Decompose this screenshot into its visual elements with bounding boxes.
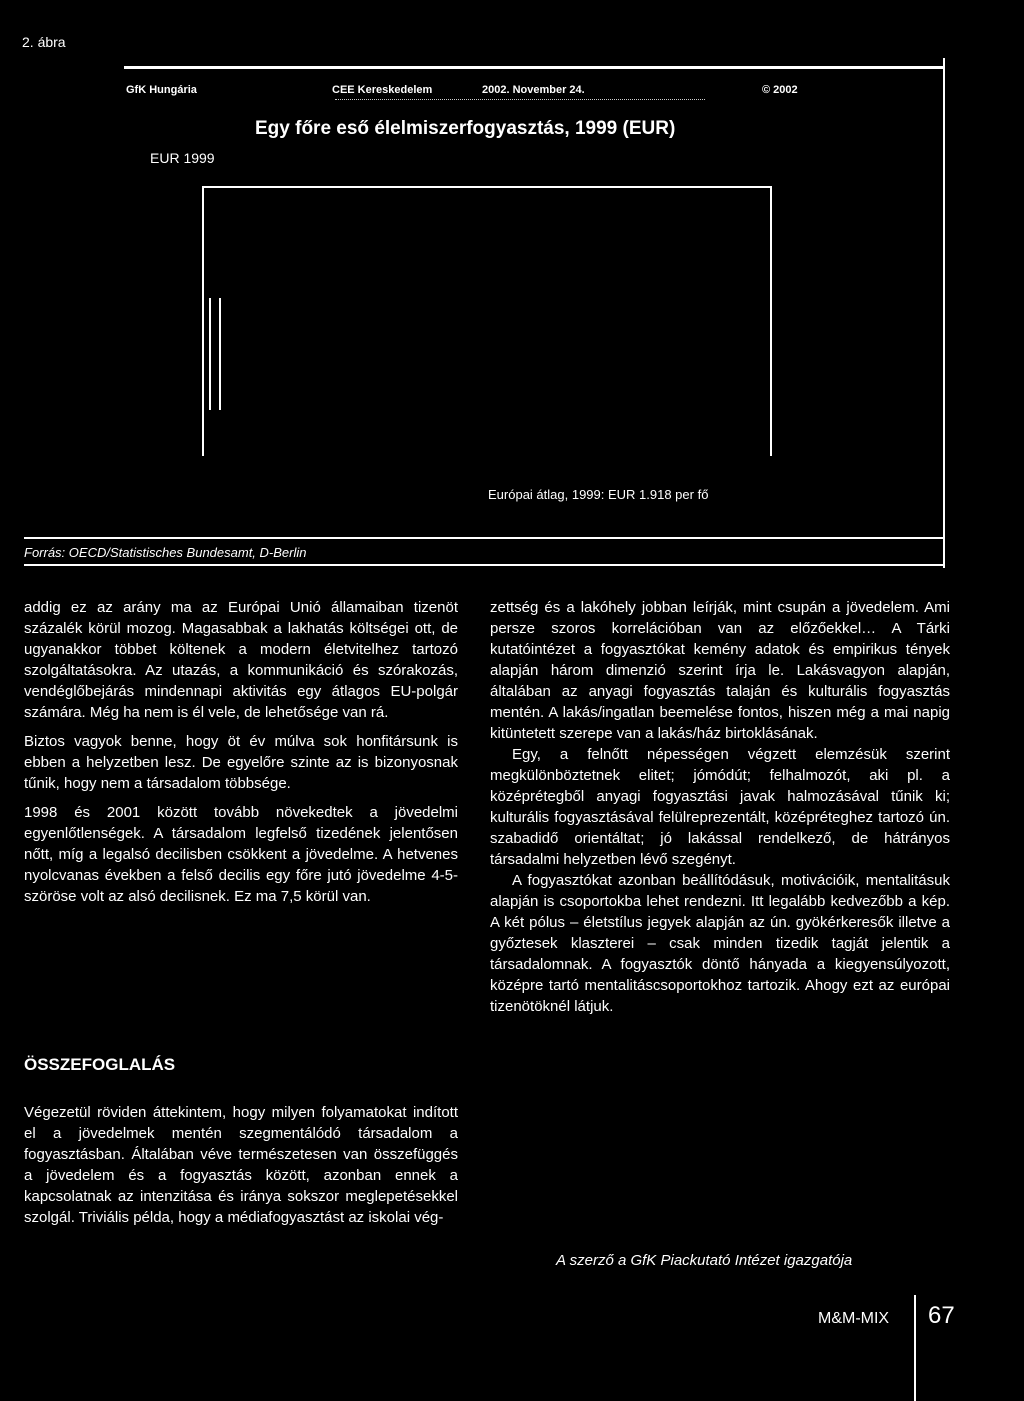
chart-frame <box>202 186 772 456</box>
author-signature: A szerző a GfK Piackutató Intézet igazgatója <box>556 1252 853 1269</box>
y-unit-label: EUR 1999 <box>150 150 215 166</box>
left-paragraph-2: Biztos vagyok benne, hogy öt év múlva sok honfitársunk is ebben a helyzetben lesz. De egyelőre szinte az is bizonyosnak tűnik, hogy nem a társadalom többsége. <box>24 733 458 792</box>
left-paragraph-3: 1998 és 2001 között tovább növekedtek a jövedelmi egyenlőtlenségek. A társadalom legfelső tizedének jelentősen nőtt, míg a legalsó decilisben csökkent a jövedelme. A hetvenes nyolcvanas években a felső decilis egy főre jutó jövedelme 4-5-szöröse volt az alsó decilisnek. Ez ma 7,5 körül van. <box>24 804 458 905</box>
journal-name: M&M-MIX <box>818 1310 890 1327</box>
figure-header-date: 2002. November 24. <box>482 84 585 96</box>
left-column <box>24 597 458 907</box>
figure-label: 2. ábra <box>22 34 66 50</box>
right-paragraph-3: A fogyasztókat azonban beállítódásuk, motivációik, mentalitásuk alapján is csoportokba lehet rendezni. Itt legalább kedvezőbb a kép. A két pólus – életstílus jegyek alapján az ún. gyökérkeresők illetve a győztesek klaszterei – csak minden tizedik tagját jelentik a társadalomnak. A fogyasztók döntő hányada a kiegyensúlyozott, középre tartó mentalitáscsoportokhoz tartozik. Ahogy ezt az európai tizenötöknél látjuk. <box>490 872 950 1015</box>
european-average-note: Európai átlag, 1999: EUR 1.918 per fő <box>488 487 709 502</box>
figure-header-copyright: © 2002 <box>762 84 798 96</box>
figure-bottom-rule <box>24 564 944 566</box>
figure-right-rule <box>943 58 945 568</box>
page-number: 67 <box>928 1302 955 1329</box>
chart-mark-2 <box>219 298 221 410</box>
figure-header-dotted-rule <box>335 99 705 100</box>
figure-source-rule <box>24 537 944 539</box>
chart-title: Egy főre eső élelmiszerfogyasztás, 1999 (EUR) <box>255 118 676 139</box>
chart-mark-1 <box>209 298 211 410</box>
left-summary-paragraph: Végezetül röviden áttekintem, hogy milyen folyamatokat indított el a jövedelmek mentén szegmentálódó társadalom a fogyasztásban. Általában véve természetesen van összefüggés a jövedelem és a fogyasztás között, azonban ennek a kapcsolatnak az intenzitása és iránya sokszor meglepetésekkel szolgál. Triviális példa, hogy a médiafogyasztást az iskolai vég- <box>24 1104 458 1226</box>
left-paragraph-1: addig ez az arány ma az Európai Unió államaiban tizenöt százalék körül mozog. Magasabbak a lakhatás költségei ott, de ugyanakkor többet költenek a modern életvitelhez tartozó szolgáltatásokra. Az utazás, a kommunikáció és szórakozás, vendéglőbejárás mindennapi aktivitás egy átlagos EU-polgár számára. Még ha nem is él vele, de lehetősége van rá. <box>24 599 458 721</box>
right-paragraph-2: Egy, a felnőtt népességen végzett elemzésük szerint megkülönböztetnek elitet; jómódút; felhalmozót, aki pl. a középrétegből anyagi fogyasztási javak halmozásával tűnik ki; kulturális fogyasztásával felülreprezentált, középréteghez tartozó ún. szabadidő orientáltat; jó lakással rendelkező, de hátrányos társadalmi helyzetben lévő szegényt. <box>490 746 950 868</box>
left-summary-block <box>24 1102 458 1228</box>
section-heading: ÖSSZEFOGLALÁS <box>24 1055 176 1074</box>
figure-top-rule <box>124 66 944 69</box>
figure-source: Forrás: OECD/Statistisches Bundesamt, D-Berlin <box>24 545 307 560</box>
figure-header-left: GfK Hungária <box>126 84 197 96</box>
footer-divider <box>914 1295 916 1401</box>
right-paragraph-1: zettség és a lakóhely jobban leírják, mint csupán a jövedelem. Ami persze szoros korrelációban van az előzőekkel… A Tárki kutatóintézet a fogyasztókat kemény adatok és empirikus tények alapján három dimenzió szerint írja le. Lakásvagyon alapján, általában az anyagi fogyasztás talaján és kulturális fogyasztás mentén. A lakás/ingatlan beemelése fontos, hiszen még a mai napig kitüntetett szerepe van a lakás/ház birtoklásának. <box>490 599 950 742</box>
right-column <box>490 597 950 1017</box>
figure-header-center: CEE Kereskedelem <box>332 84 433 96</box>
